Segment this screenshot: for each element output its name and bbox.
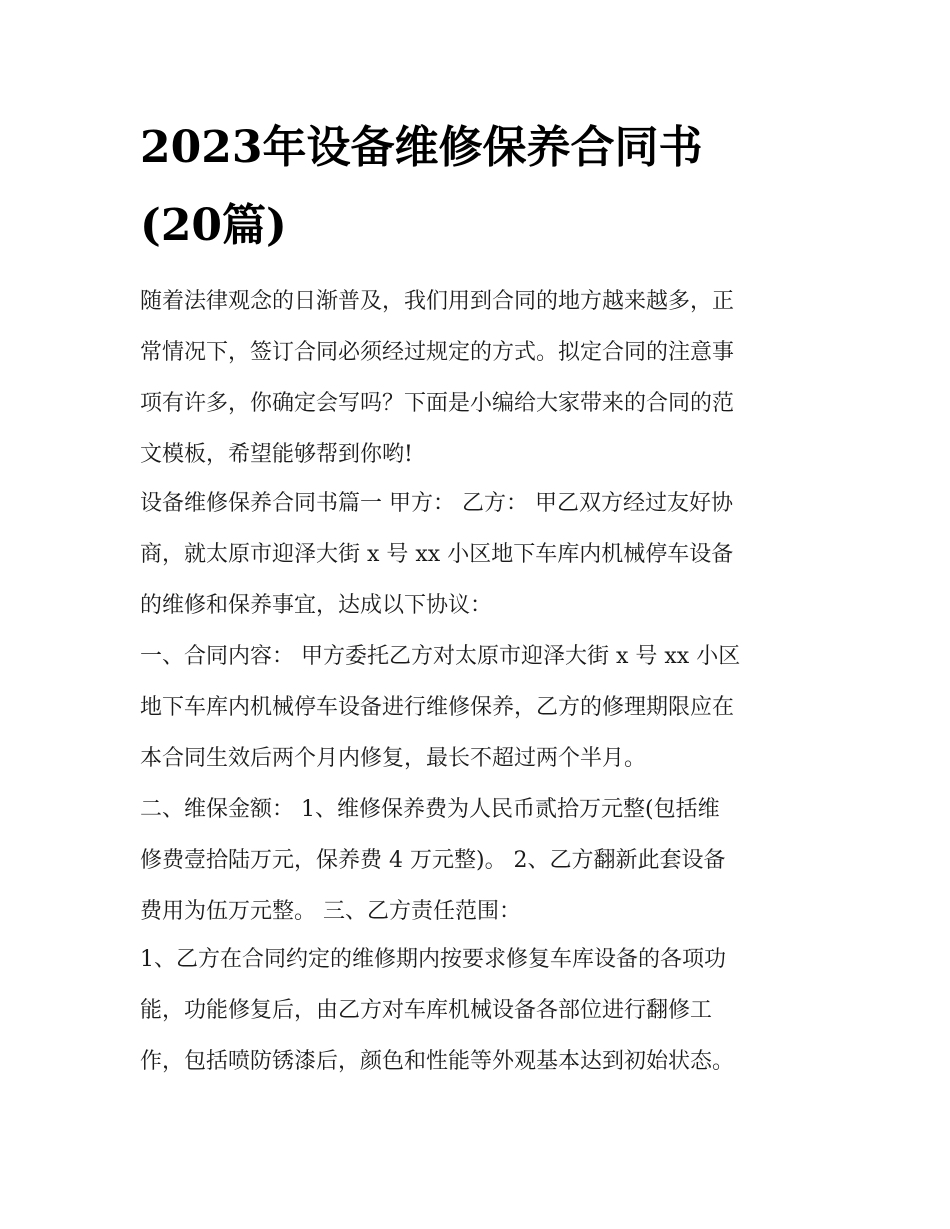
contract-content-clause	[140, 631, 820, 784]
paragraph-line: 地下车库内机械停车设备进行维修保养，乙方的修理期限应在	[140, 695, 735, 720]
paragraph-line: 设备维修保养合同书篇一 甲方： 乙方： 甲乙双方经过友好协	[140, 491, 733, 516]
paragraph-line: 1、乙方在合同约定的维修期内按要求修复车库设备的各项功	[140, 947, 726, 972]
paragraph-line: 文模板，希望能够帮到你哟!	[140, 442, 413, 467]
document-title-line-2: (20篇)	[140, 200, 287, 251]
paragraph-line: 的维修和保养事宜，达成以下协议：	[140, 593, 493, 618]
responsibility-clause	[140, 934, 820, 1087]
paragraph-line: 二、维保金额： 1、维修保养费为人民币贰拾万元整(包括维	[140, 797, 720, 822]
document-title-line-1: 2023年设备维修保养合同书	[140, 122, 703, 173]
intro-paragraph	[140, 276, 820, 480]
paragraph-line: 费用为伍万元整。 三、乙方责任范围：	[140, 899, 521, 924]
paragraph-line: 本合同生效后两个月内修复，最长不超过两个半月。	[140, 746, 647, 771]
paragraph-line: 能，功能修复后，由乙方对车库机械设备各部位进行翻修工	[140, 998, 713, 1023]
paragraph-line: 一、合同内容： 甲方委托乙方对太原市迎泽大街 x 号 xx 小区	[140, 644, 741, 669]
contract-opening-paragraph	[140, 478, 820, 631]
paragraph-line: 项有许多，你确定会写吗？下面是小编给大家带来的合同的范	[140, 391, 735, 416]
maintenance-amount-clause	[140, 784, 820, 937]
paragraph-line: 修费壹拾陆万元，保养费 4 万元整)。 2、乙方翻新此套设备	[140, 848, 726, 873]
paragraph-line: 商，就太原市迎泽大街 x 号 xx 小区地下车库内机械停车设备	[140, 542, 734, 567]
paragraph-line: 作，包括喷防锈漆后，颜色和性能等外观基本达到初始状态。	[140, 1049, 735, 1074]
paragraph-line: 常情况下，签订合同必须经过规定的方式。拟定合同的注意事	[140, 340, 735, 365]
paragraph-line: 随着法律观念的日渐普及，我们用到合同的地方越来越多，正	[140, 289, 735, 314]
